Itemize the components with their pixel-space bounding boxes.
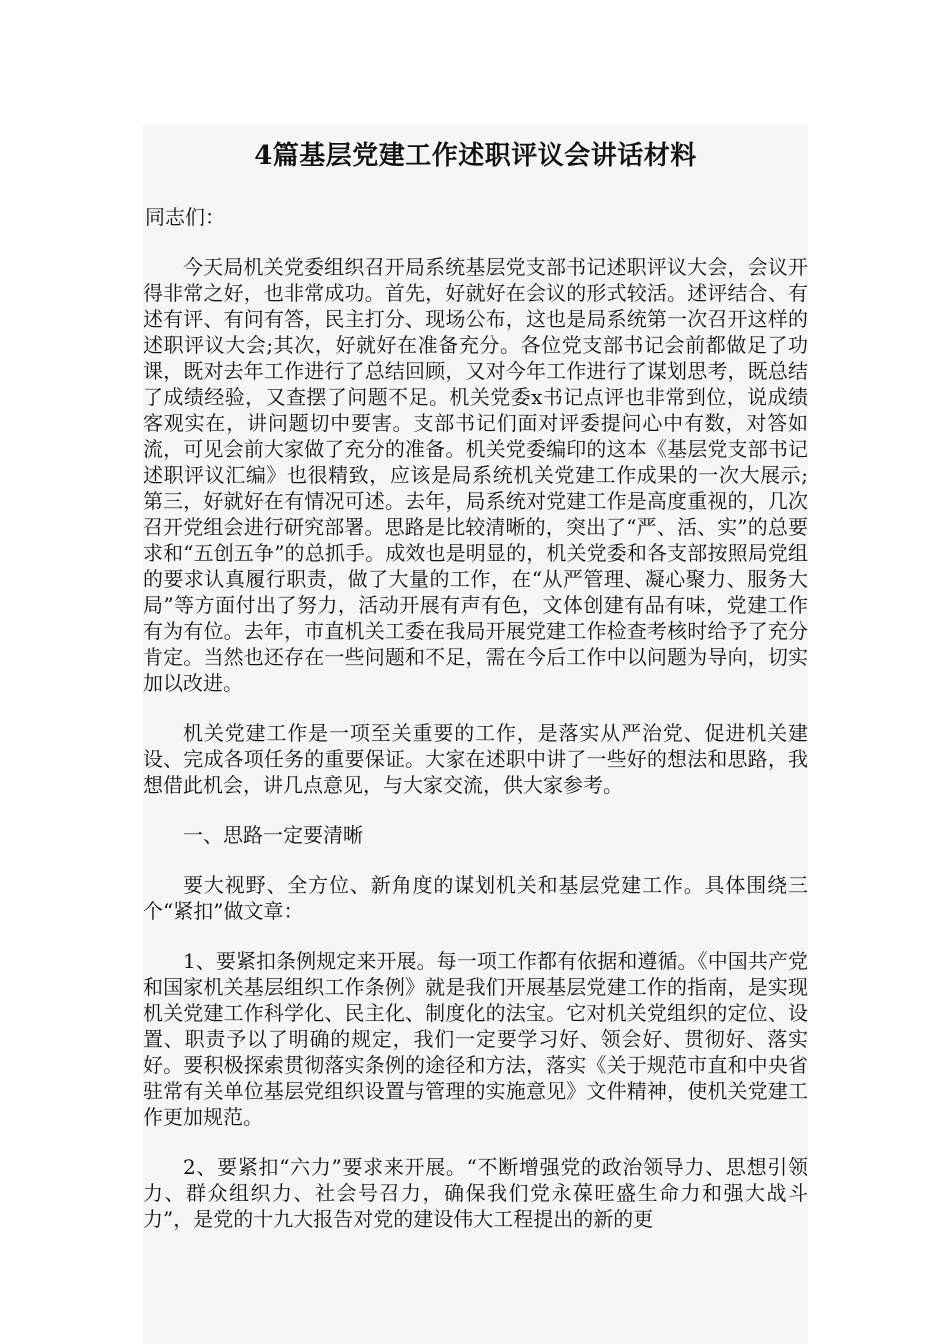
- paragraph-point-2: 2、要紧扣“六力”要求来开展。“不断增强党的政治领导力、思想引领力、群众组织力、社会号召力，确保我们党永葆旺盛生命力和强大战斗力”，是党的十九大报告对党的建设伟大工程提出的新的更: [143, 1155, 808, 1231]
- paragraph-intro: 机关党建工作是一项至关重要的工作，是落实从严治党、促进机关建设、完成各项任务的重要保证。大家在述职中讲了一些好的想法和思路，我想借此机会，讲几点意见，与大家交流，供大家参考。: [143, 721, 808, 797]
- paragraph-point-1: 1、要紧扣条例规定来开展。每一项工作都有依据和遵循。《中国共产党和国家机关基层组织工作条例》就是我们开展基层党建工作的指南，是实现机关党建工作科学化、民主化、制度化的法宝。它对机关党组织的定位、设置、职责予以了明确的规定，我们一定要学习好、领会好、贯彻好、落实好。要积极探索贯彻落实条例的途径和方法，落实《关于规范市直和中央省驻常有关单位基层党组织设置与管理的实施意见》文件精神，使机关党建工作更加规范。: [143, 949, 808, 1129]
- document-page: [143, 124, 808, 1344]
- paragraph-opening: 今天局机关党委组织召开局系统基层党支部书记述职评议大会，会议开得非常之好，也非常成功。首先，好就好在会议的形式较活。述评结合、有述有评、有问有答，民主打分、现场公布，这也是局系统第一次召开这样的述职评议大会;其次，好就好在准备充分。各位党支部书记会前都做足了功课，既对去年工作进行了总结回顾，又对今年工作进行了谋划思考，既总结了成绩经验，又查摆了问题不足。机关党委x书记点评也非常到位，说成绩客观实在，讲问题切中要害。支部书记们面对评委提问心中有数，对答如流，可见会前大家做了充分的准备。机关党委编印的这本《基层党支部书记述职评议汇编》也很精致，应该是局系统机关党建工作成果的一次大展示;第三，好就好在有情况可述。去年，局系统对党建工作是高度重视的，几次召开党组会进行研究部署。思路是比较清晰的，突出了“严、活、实”的总要求和“五创五争”的总抓手。成效也是明显的，机关党委和各支部按照局党组的要求认真履行职责，做了大量的工作，在“从严管理、凝心聚力、服务大局”等方面付出了努力，活动开展有声有色，文体创建有品有味，党建工作有为有位。去年，市直机关工委在我局开展党建工作检查考核时给予了充分肯定。当然也还存在一些问题和不足，需在今后工作中以问题为导向，切实加以改进。: [143, 255, 808, 695]
- document-title: 4篇基层党建工作述职评议会讲话材料: [254, 141, 697, 171]
- salutation: 同志们：: [145, 205, 225, 229]
- section-heading-1: 一、思路一定要清晰: [183, 823, 363, 847]
- paragraph-section1-intro: 要大视野、全方位、新角度的谋划机关和基层党建工作。具体围绕三个“紧扣”做文章：: [143, 873, 808, 923]
